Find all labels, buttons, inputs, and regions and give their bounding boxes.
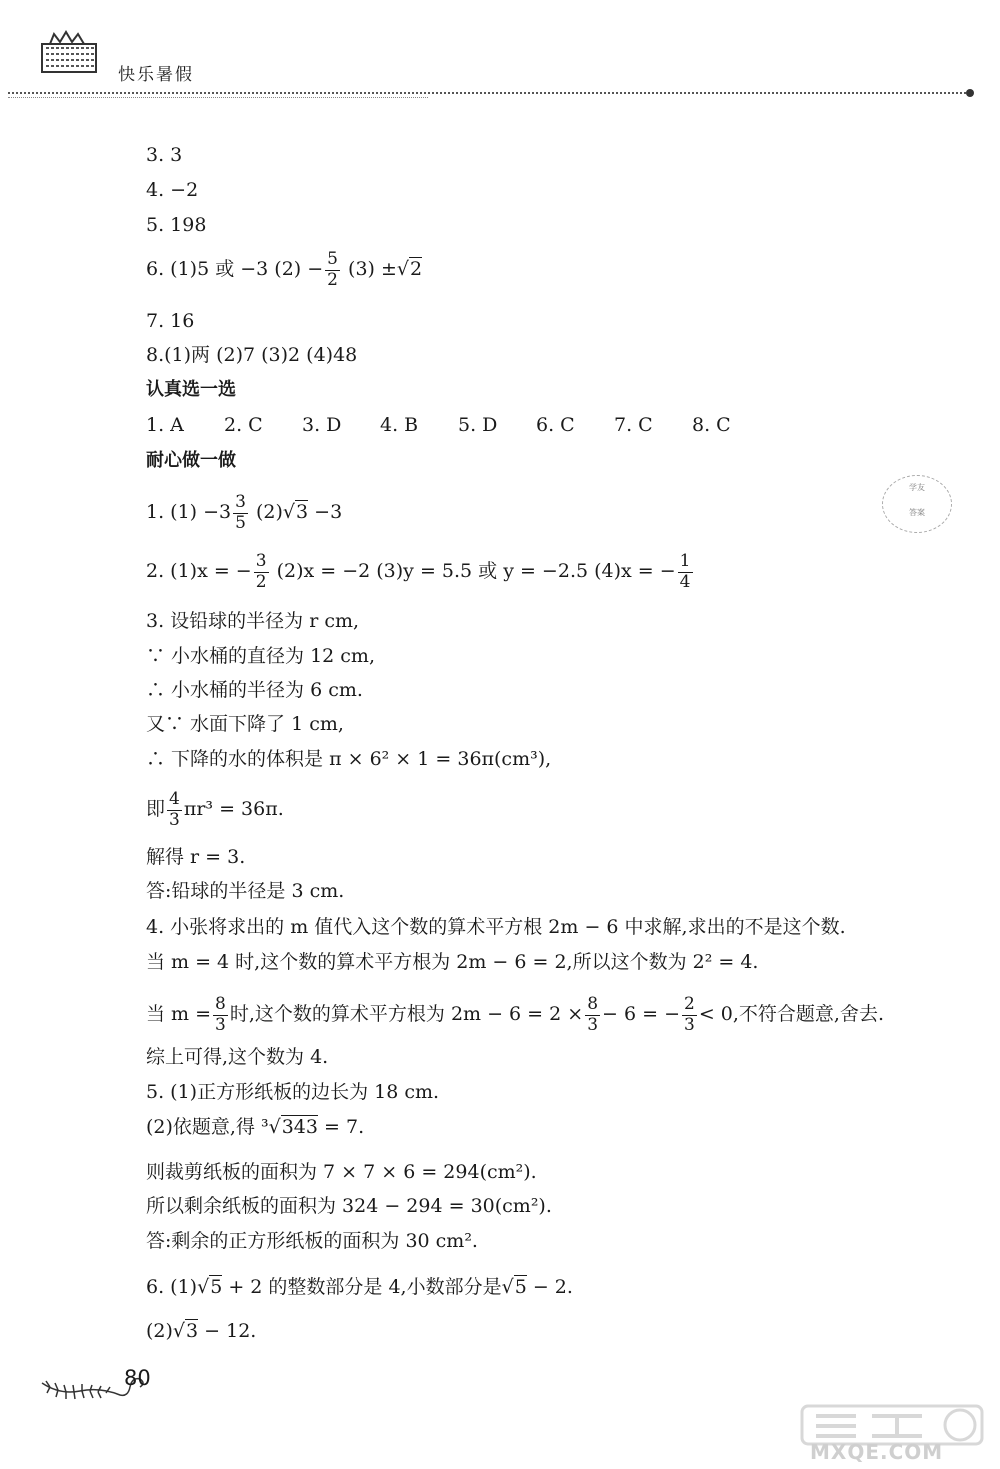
radicand: 3 (186, 1320, 199, 1342)
solution-4-line-3-part2: 时,这个数的算术平方根为 2m − 6 = 2 × (229, 1003, 584, 1026)
fraction-numerator: 4 (169, 789, 180, 809)
choice-item: 5. D (458, 414, 498, 436)
fraction (233, 493, 248, 533)
solution-6-line-1-part3: − 2. (526, 1276, 573, 1298)
solution-1 (146, 493, 342, 533)
solution-2-part1: 2. (1)x = − (146, 560, 252, 583)
solution-3-line-4: 又∵ 水面下降了 1 cm, (146, 713, 344, 735)
answer-3: 3. 3 (146, 144, 183, 166)
fraction (585, 995, 600, 1035)
solution-6-line-1-part2: + 2 的整数部分是 4,小数部分是√ (222, 1276, 514, 1298)
solution-5-line-5: 答:剩余的正方形纸板的面积为 30 cm². (146, 1230, 478, 1252)
book-title: 快乐暑假 (118, 65, 194, 85)
solution-3-line-7: 解得 r = 3. (146, 846, 246, 868)
solution-3-line-3: ∴ 小水桶的半径为 6 cm. (146, 679, 363, 701)
solution-6-line-2-part2: − 12. (198, 1320, 257, 1342)
answer-6-part2: (3) ±√ (342, 258, 410, 281)
section-heading-solve: 耐心做一做 (146, 450, 236, 471)
fraction-denominator: 2 (327, 269, 338, 290)
page-number: 80 (124, 1366, 151, 1390)
fraction-numerator: 5 (327, 249, 338, 269)
solution-1-part3: −3 (308, 501, 343, 524)
choice-answers (146, 416, 770, 435)
fraction (213, 995, 228, 1035)
fraction-denominator: 5 (235, 512, 246, 533)
choice-item: 1. A (146, 414, 184, 436)
fraction-numerator: 1 (679, 551, 691, 571)
choice-item: 3. D (302, 414, 342, 436)
choice-item: 6. C (536, 414, 575, 436)
answer-5: 5. 198 (146, 214, 207, 236)
fraction (325, 250, 340, 290)
fraction-numerator: 8 (587, 994, 599, 1014)
radicand: 5 (514, 1276, 527, 1298)
solution-5-line-4: 所以剩余纸板的面积为 324 − 294 = 30(cm²). (146, 1195, 552, 1217)
solution-4-line-3 (146, 995, 884, 1035)
seal-stamp-bottom: 答案 (909, 508, 925, 518)
answer-7: 7. 16 (146, 310, 195, 332)
fraction-numerator: 2 (683, 994, 695, 1014)
fraction (254, 552, 269, 592)
fraction-numerator: 3 (255, 551, 267, 571)
fraction (167, 790, 182, 830)
choice-item: 8. C (692, 414, 731, 436)
solution-5-line-1: 5. (1)正方形纸板的边长为 18 cm. (146, 1081, 440, 1103)
solution-4-line-2: 当 m = 4 时,这个数的算术平方根为 2m − 6 = 2,所以这个数为 2² = 4. (146, 951, 759, 973)
fraction (682, 995, 697, 1035)
solution-2 (146, 552, 695, 592)
solution-3-line-6 (146, 790, 284, 830)
seal-stamp (882, 475, 952, 533)
solution-4-line-4: 综上可得,这个数为 4. (146, 1046, 329, 1068)
solution-1-part1: 1. (1) −3 (146, 501, 232, 524)
fraction-numerator: 8 (215, 994, 226, 1014)
section-heading-choice: 认真选一选 (146, 379, 236, 400)
solution-3-line-2: ∵ 小水桶的直径为 12 cm, (146, 645, 375, 667)
solution-4-line-1: 4. 小张将求出的 m 值代入这个数的算术平方根 2m − 6 中求解,求出的不是这个数. (146, 916, 846, 938)
fraction-denominator: 3 (683, 1014, 695, 1035)
solution-6-line-2 (146, 1322, 256, 1341)
answer-6-part1: 6. (1)5 或 −3 (2) − (146, 258, 324, 281)
fraction-denominator: 3 (215, 1014, 226, 1035)
answer-4: 4. −2 (146, 179, 199, 201)
solution-2-part2: (2)x = −2 (3)y = 5.5 或 y = −2.5 (4)x = − (270, 560, 676, 583)
header-divider-dot (966, 89, 974, 97)
solution-4-line-3-part4: < 0,不符合题意,舍去. (698, 1003, 884, 1026)
radicand: 2 (410, 258, 423, 281)
radicand: 343 (281, 1116, 318, 1138)
solution-6-line-1 (146, 1278, 573, 1297)
radicand: 5 (210, 1276, 223, 1298)
solution-1-part2: (2)√ (249, 501, 296, 524)
radicand: 3 (296, 501, 309, 524)
solution-4-line-3-part1: 当 m = (146, 1003, 212, 1026)
choice-item: 2. C (224, 414, 263, 436)
fraction-denominator: 2 (255, 571, 267, 592)
answer-6 (146, 250, 422, 290)
solution-5-line-3: 则裁剪纸板的面积为 7 × 7 × 6 = 294(cm²). (146, 1161, 537, 1183)
solution-3-line-6-part1: 即 (146, 798, 166, 821)
choice-item: 7. C (614, 414, 653, 436)
header-divider-secondary (8, 97, 428, 98)
book-logo-icon (38, 30, 100, 80)
fraction-denominator: 3 (587, 1014, 599, 1035)
solution-3-line-5: ∴ 下降的水的体积是 π × 6² × 1 = 36π(cm³), (146, 748, 552, 770)
choice-item: 4. B (380, 414, 419, 436)
solution-6-line-2-part1: (2)√ (146, 1320, 186, 1342)
solution-5-line-2-part1: (2)依题意,得 ³√ (146, 1116, 281, 1138)
solution-5-line-2-part2: = 7. (317, 1116, 365, 1138)
solution-5-line-2 (146, 1118, 364, 1137)
fraction-denominator: 4 (679, 571, 691, 592)
fraction-numerator: 3 (235, 492, 246, 512)
solution-3-line-6-part2: πr³ = 36π. (183, 798, 284, 821)
solution-6-line-1-part1: 6. (1)√ (146, 1276, 210, 1298)
solution-3-line-1: 3. 设铅球的半径为 r cm, (146, 610, 360, 632)
fraction-denominator: 3 (169, 809, 180, 830)
solution-4-line-3-part3: − 6 = − (602, 1003, 680, 1026)
solution-3-line-8: 答:铅球的半径是 3 cm. (146, 880, 345, 902)
answer-8: 8.(1)两 (2)7 (3)2 (4)48 (146, 344, 358, 366)
fraction (678, 552, 693, 592)
header-divider (8, 92, 970, 94)
seal-stamp-top: 学友 (909, 483, 925, 492)
watermark-text: MXQE.COM (810, 1440, 944, 1464)
